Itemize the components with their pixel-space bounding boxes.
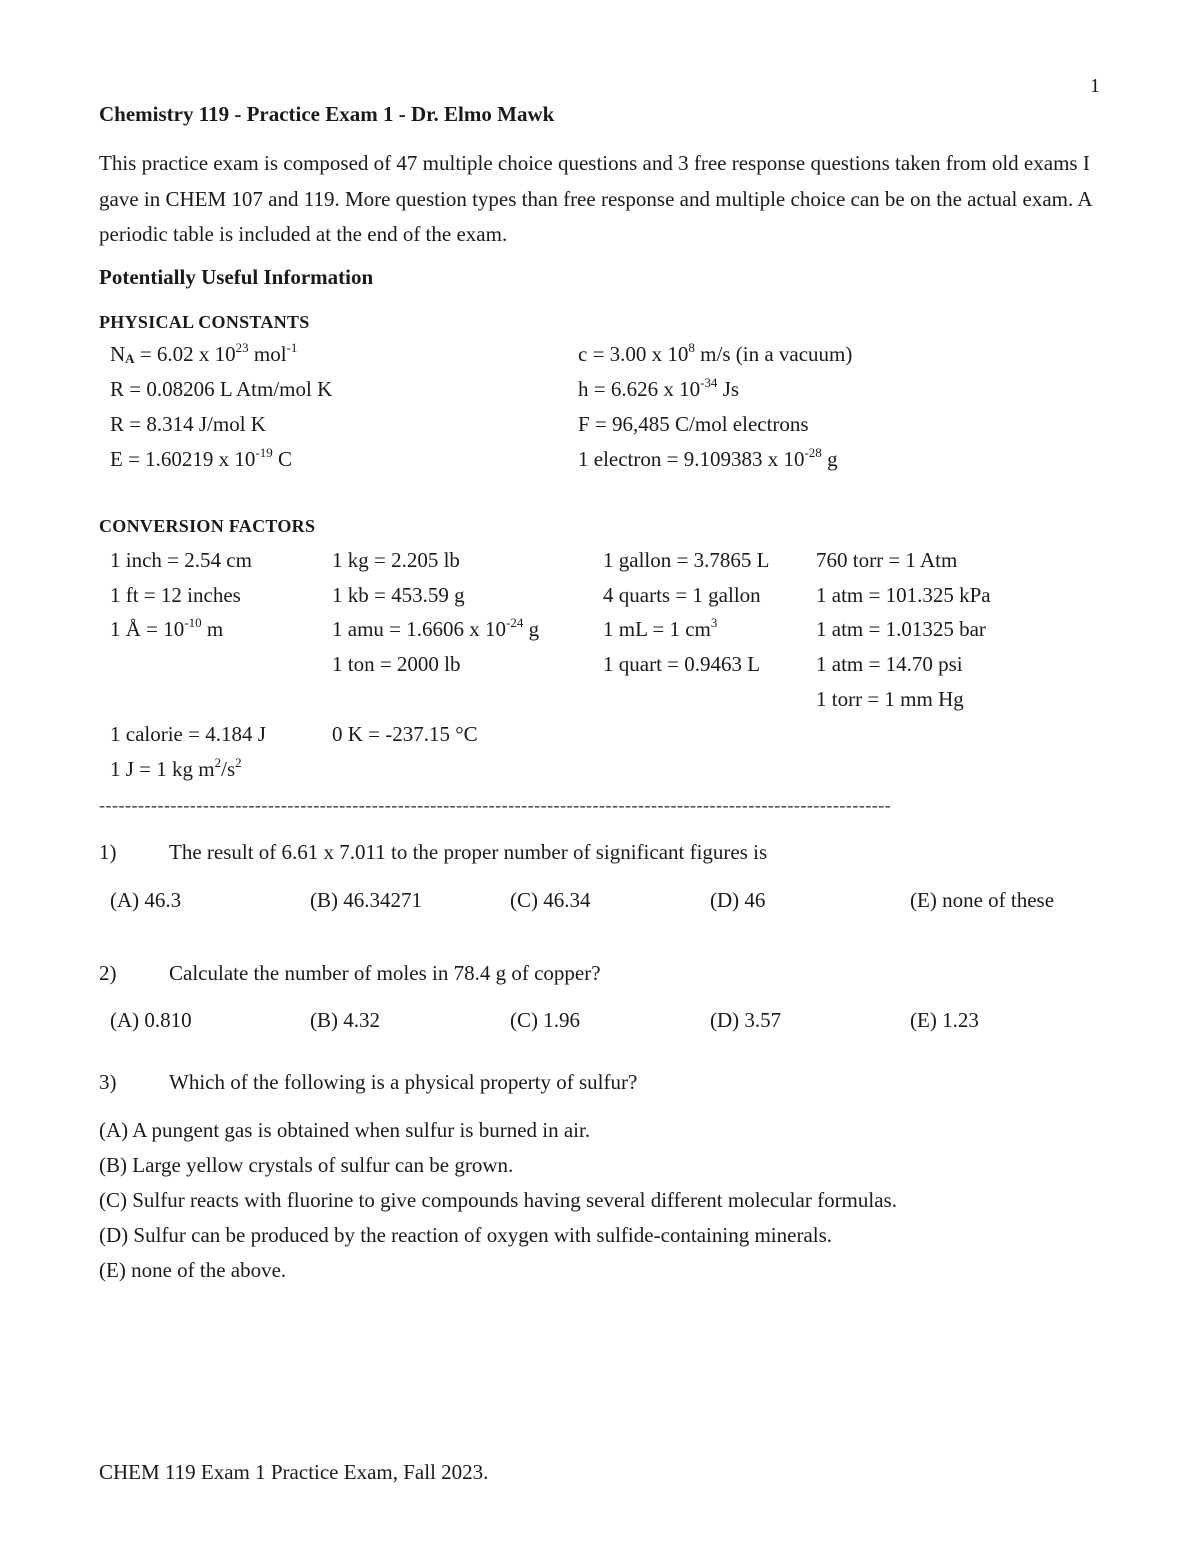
- conversion-quarts: 4 quarts = 1 gallon: [603, 583, 761, 607]
- conversion-atm-bar: 1 atm = 1.01325 bar: [816, 617, 986, 641]
- conversion-inch: 1 inch = 2.54 cm: [110, 548, 252, 572]
- conversion-kb: 1 kb = 453.59 g: [332, 583, 465, 607]
- conversion-amu: 1 amu = 1.6606 x $10^{-24}$ g: [332, 615, 540, 641]
- conversion-atm-psi: 1 atm = 14.70 psi: [816, 652, 963, 676]
- question-1-option-c[interactable]: (C) 46.34: [510, 888, 591, 912]
- constant-elementary-charge: E = 1.60219 x $10^{-19}$ C: [110, 445, 293, 471]
- question-2-option-e[interactable]: (E) 1.23: [910, 1008, 979, 1032]
- conversion-ft: 1 ft = 12 inches: [110, 583, 241, 607]
- conversion-joule: 1 J = 1 kg $m^2/s^2$: [110, 755, 242, 781]
- conversion-torr-mmhg: 1 torr = 1 mm Hg: [816, 687, 964, 711]
- question-2-option-b[interactable]: (B) 4.32: [310, 1008, 380, 1032]
- question-3-option-c[interactable]: (C) Sulfur reacts with fluorine to give compounds having several different molecular formulas.: [99, 1188, 897, 1212]
- constant-faraday: F = 96,485 C/mol electrons: [578, 412, 809, 436]
- question-2-text: Calculate the number of moles in 78.4 g of copper?: [169, 961, 601, 985]
- conversion-angstrom: 1 Å = $10^{-10}$ m: [110, 615, 224, 641]
- conversion-ton: 1 ton = 2000 lb: [332, 652, 461, 676]
- conversion-kg: 1 kg = 2.205 lb: [332, 548, 460, 572]
- question-3-option-e[interactable]: (E) none of the above.: [99, 1258, 287, 1282]
- conversion-torr-atm: 760 torr = 1 Atm: [816, 548, 958, 572]
- constant-planck: h = 6.626 x $10^{-34}$ Js: [578, 375, 740, 401]
- constant-electron-mass: 1 electron = 9.109383 x $10^{-28}$ g: [578, 445, 838, 471]
- question-2-option-d[interactable]: (D) 3.57: [710, 1008, 782, 1032]
- question-3-option-a[interactable]: (A) A pungent gas is obtained when sulfur is burned in air.: [99, 1118, 591, 1142]
- question-2-number: 2): [99, 961, 117, 985]
- question-1-option-e[interactable]: (E) none of these: [910, 888, 1055, 912]
- conversion-calorie: 1 calorie = 4.184 J: [110, 722, 266, 746]
- conversion-ml: 1 mL = 1 $cm^3$: [603, 615, 718, 641]
- question-1-text: The result of 6.61 x 7.011 to the proper number of significant figures is: [169, 840, 768, 864]
- page-footer: CHEM 119 Exam 1 Practice Exam, Fall 2023.: [99, 1460, 489, 1484]
- conversion-quart: 1 quart = 0.9463 L: [603, 652, 761, 676]
- question-2-option-a[interactable]: (A) 0.810: [110, 1008, 192, 1032]
- section-divider: --------------------------------------------------------------------------------------------------------------------------: [99, 795, 892, 815]
- conversion-factors-heading: CONVERSION FACTORS: [99, 516, 316, 536]
- question-1-option-a[interactable]: (A) 46.3: [110, 888, 182, 912]
- constant-r-joule: R = 8.314 J/mol K: [110, 412, 266, 436]
- physical-constants-heading: PHYSICAL CONSTANTS: [99, 312, 310, 332]
- constant-r-atm: R = 0.08206 L Atm/mol K: [110, 377, 333, 401]
- page-number: 1: [1090, 75, 1100, 97]
- question-3-number: 3): [99, 1070, 117, 1094]
- page-title: Chemistry 119 - Practice Exam 1 - Dr. Elmo Mawk: [99, 102, 555, 126]
- question-2-option-c[interactable]: (C) 1.96: [510, 1008, 580, 1032]
- constant-speed-of-light: c = 3.00 x $10^8$ m/s (in a vacuum): [578, 340, 853, 366]
- question-1-number: 1): [99, 840, 117, 864]
- question-1-option-b[interactable]: (B) 46.34271: [310, 888, 422, 912]
- question-3-text: Which of the following is a physical property of sulfur?: [169, 1070, 638, 1094]
- conversion-kelvin: 0 K = -237.15 °C: [332, 722, 478, 746]
- conversion-gallon: 1 gallon = 3.7865 L: [603, 548, 770, 572]
- intro-paragraph: This practice exam is composed of 47 multiple choice questions and 3 free response questions taken from old exams I gave in CHEM 107 and 119. More question types than free response and multiple choice can be on the actual exam. A periodic table is included at the end of the exam.: [99, 151, 1092, 246]
- useful-info-heading: Potentially Useful Information: [99, 265, 374, 289]
- conversion-atm-kpa: 1 atm = 101.325 kPa: [816, 583, 991, 607]
- question-3-option-b[interactable]: (B) Large yellow crystals of sulfur can be grown.: [99, 1153, 514, 1177]
- constant-avogadro: $N_A = 6.02$ x $10^{23}$ mol$^{-1}$: [110, 340, 298, 366]
- question-3-option-d[interactable]: (D) Sulfur can be produced by the reaction of oxygen with sulfide-containing minerals.: [99, 1223, 833, 1247]
- question-1-option-d[interactable]: (D) 46: [710, 888, 766, 912]
